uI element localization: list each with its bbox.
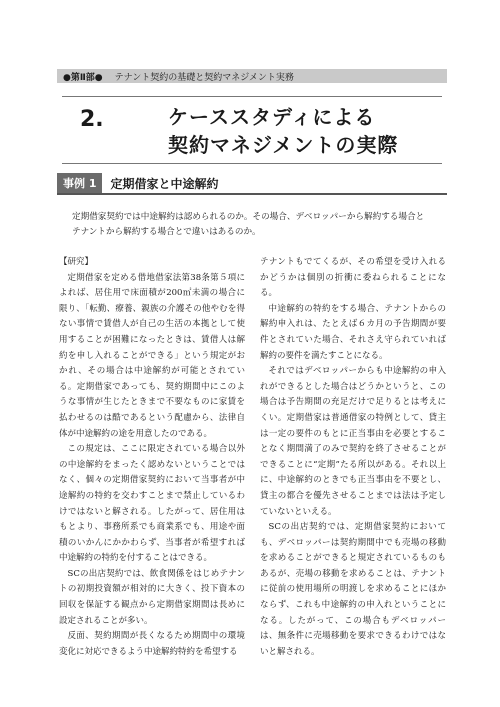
part-label: ●第Ⅱ部● <box>63 72 103 83</box>
right-column <box>260 255 446 660</box>
body-paragraph: この規定は、ここに限定されている場合以外の中途解約をまったく認めないということではなく、個々の定期借家契約において当事者が中途解約の特約を交わすことまで禁止しているわけではないと解される。したがって、居住用はもとより、事務所系でも商業系でも、用途や面積のいかんにかかわらず、当事者が希望すれば中途解約の特約を付することはできる。 <box>59 444 245 564</box>
body-paragraph: SCの出店契約では、飲食関係をはじめテナントの初期投資額が相対的に大きく、投下資本の回収を保証する観点から定期借家期間は長めに設定されることが多い。 <box>59 568 245 626</box>
chapter-number: 2. <box>80 107 104 132</box>
body-paragraph: SCの出店契約では、定期借家契約においても、デベロッパーは契約期間中でも売場の移動を求めることができると規定されているものもあるが、売場の移動を求めることは、テナントに従前の使用場所の明渡しを求めることにほかならず、これも中途解約の申入れということになる。したがって、この場合もデベロッパーは、無条件に売場移動を要求できるわけではないと解される。 <box>260 522 446 657</box>
case-tag: 事例 1 <box>57 173 102 193</box>
part-subtitle: テナント契約の基礎と契約マネジメント実務 <box>114 72 294 83</box>
body-paragraph: 反面、契約期間が長くなるため期間中の環境変化に対応できるよう中途解約特約を希望する <box>59 631 245 657</box>
research-heading: 【研究】 <box>59 257 94 267</box>
body-paragraph: それではデベロッパーからも中途解約の申入れができるとした場合はどうかというと、この場合は予告期間の充足だけで足りるとは考えにくい。定期借家は普通借家の特例として、貸主は一定の要件のもとに正当事由を必要とすることなく期間満了のみで契約を終了させることができることに“定期”たる所以がある。それ以上に、中途解約のときでも正当事由を不要とし、貸主の都合を優先させることまでは法は予定していないといえる。 <box>260 366 446 517</box>
chapter-title-block <box>62 96 442 164</box>
case-question: 定期借家契約では中途解約は認められるのか。その場合、デベロッパーから解約する場合とテナントから解約する場合とで違いはあるのか。 <box>72 212 425 237</box>
case-heading <box>57 173 447 195</box>
body-paragraph: テナントもでてくるが、その希望を受け入れるかどうかは個別の折衝に委ねられることになる。 <box>260 257 446 299</box>
chapter-title-line2: 契約マネジメントの実際 <box>168 133 399 157</box>
left-column <box>59 255 245 660</box>
case-title: 定期借家と中途解約 <box>110 176 219 191</box>
body-paragraph: 定期借家を定める借地借家法第38条第５項によれば、居住用で床面積が200㎡未満の場合に限り、「転勤、療養、親族の介護その他やむを得ない事情で賃借人が自己の生活の本拠として使用することが困難になったときは、賃借人は解約を申し入れることができる」という規定がおかれ、その場合は中途解約が可能とされている。定期借家であっても、契約期間中にこのような事情が生じたときまで不要なものに家賃を払わせるのは酷であるという配慮から、法律自体が中途解約の途を用意したのである。 <box>59 272 245 439</box>
body-paragraph: 中途解約の特約をする場合、テナントからの解約申入れは、たとえば６カ月の予告期間が要件とされていた場合、それさえ守られていれば解約の要件を満たすことになる。 <box>260 303 446 361</box>
running-header <box>57 69 447 83</box>
chapter-title-line1: ケーススタディによる <box>168 105 376 129</box>
